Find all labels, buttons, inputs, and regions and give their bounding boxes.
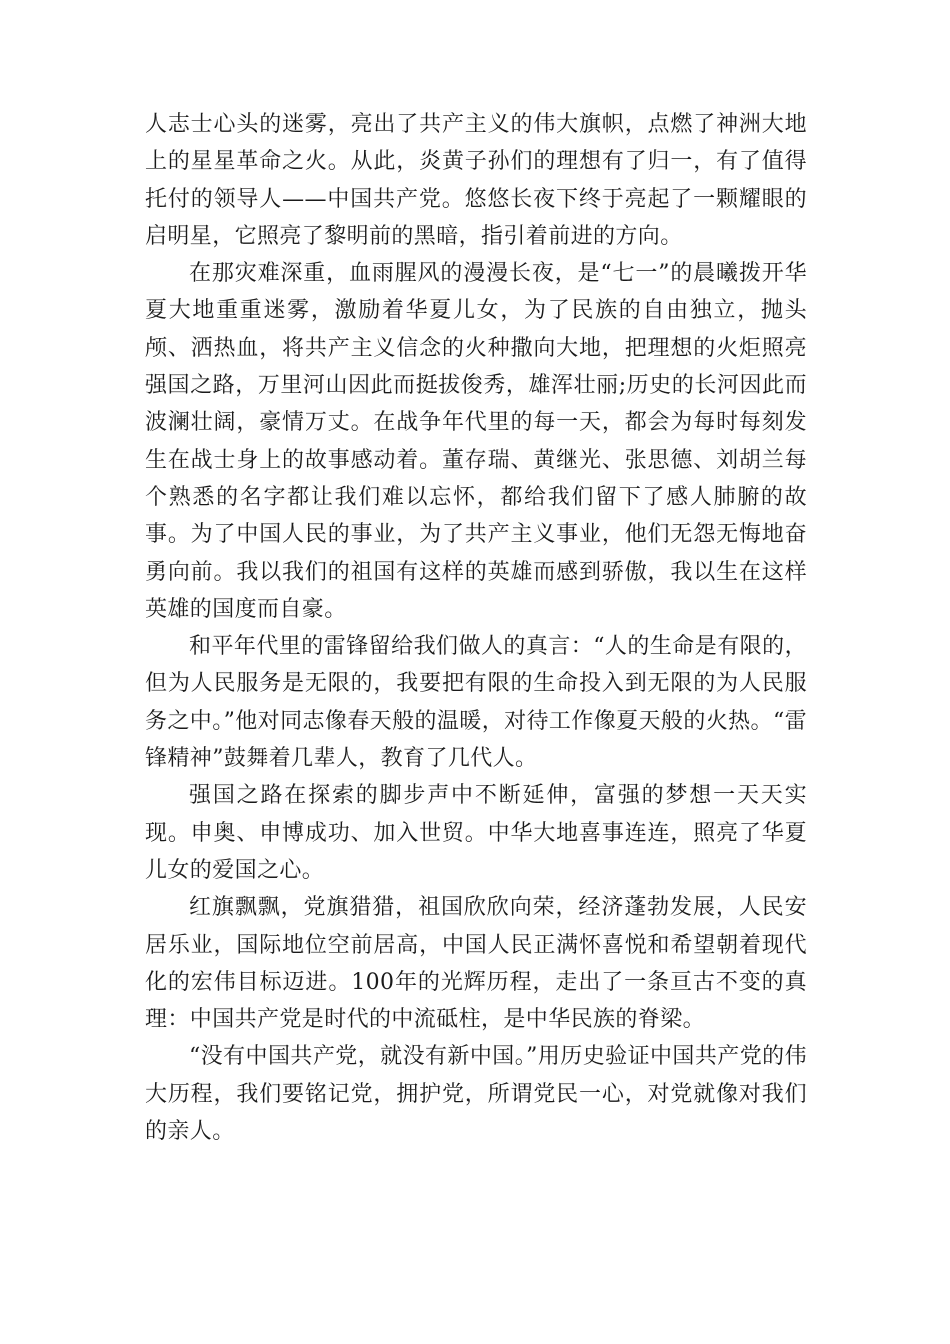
paragraph-3: 和平年代里的雷锋留给我们做人的真言：“人的生命是有限的，但为人民服务是无限的，我要把有限的生命投入到无限的为人民服务之中。”他对同志像春天般的温暖，对待工作像夏天般的火热。“雷锋精神”鼓舞着几辈人，教育了几代人。: [145, 634, 807, 772]
paragraph-6: “没有中国共产党，就没有新中国。”用历史验证中国共产党的伟大历程，我们要铭记党，拥护党，所谓党民一心，对党就像对我们的亲人。: [145, 1044, 807, 1145]
paragraph-2: 在那灾难深重，血雨腥风的漫漫长夜，是“七一”的晨曦拨开华夏大地重重迷雾，激励着华夏儿女，为了民族的自由独立，抛头颅、洒热血，将共产主义信念的火种撒向大地，把理想的火炬照亮强国之路，万里河山因此而挺拔俊秀，雄浑壮丽;历史的长河因此而波澜壮阔，豪情万丈。在战争年代里的每一天，都会为每时每刻发生在战士身上的故事感动着。董存瑞、黄继光、张思德、刘胡兰每个熟悉的名字都让我们难以忘怀，都给我们留下了感人肺腑的故事。为了中国人民的事业，为了共产主义事业，他们无怨无悔地奋勇向前。我以我们的祖国有这样的英雄而感到骄傲，我以生在这样英雄的国度而自豪。: [145, 261, 807, 622]
paragraph-4: 强国之路在探索的脚步声中不断延伸，富强的梦想一天天实现。申奥、申博成功、加入世贸。中华大地喜事连连，照亮了华夏儿女的爱国之心。: [145, 783, 807, 883]
paragraph-1: 人志士心头的迷雾，亮出了共产主义的伟大旗帜，点燃了神洲大地上的星星革命之火。从此，炎黄子孙们的理想有了归一，有了值得托付的领导人——中国共产党。悠悠长夜下终于亮起了一颗耀眼的启明星，它照亮了黎明前的黑暗，指引着前进的方向。: [145, 112, 807, 249]
document-body: [145, 106, 807, 1150]
paragraph-5: 红旗飘飘，党旗猎猎，祖国欣欣向荣，经济蓬勃发展，人民安居乐业，国际地位空前居高，中国人民正满怀喜悦和希望朝着现代化的宏伟目标迈进。100年的光辉历程，走出了一条亘古不变的真理：中国共产党是时代的中流砥柱，是中华民族的脊梁。: [145, 895, 807, 1033]
